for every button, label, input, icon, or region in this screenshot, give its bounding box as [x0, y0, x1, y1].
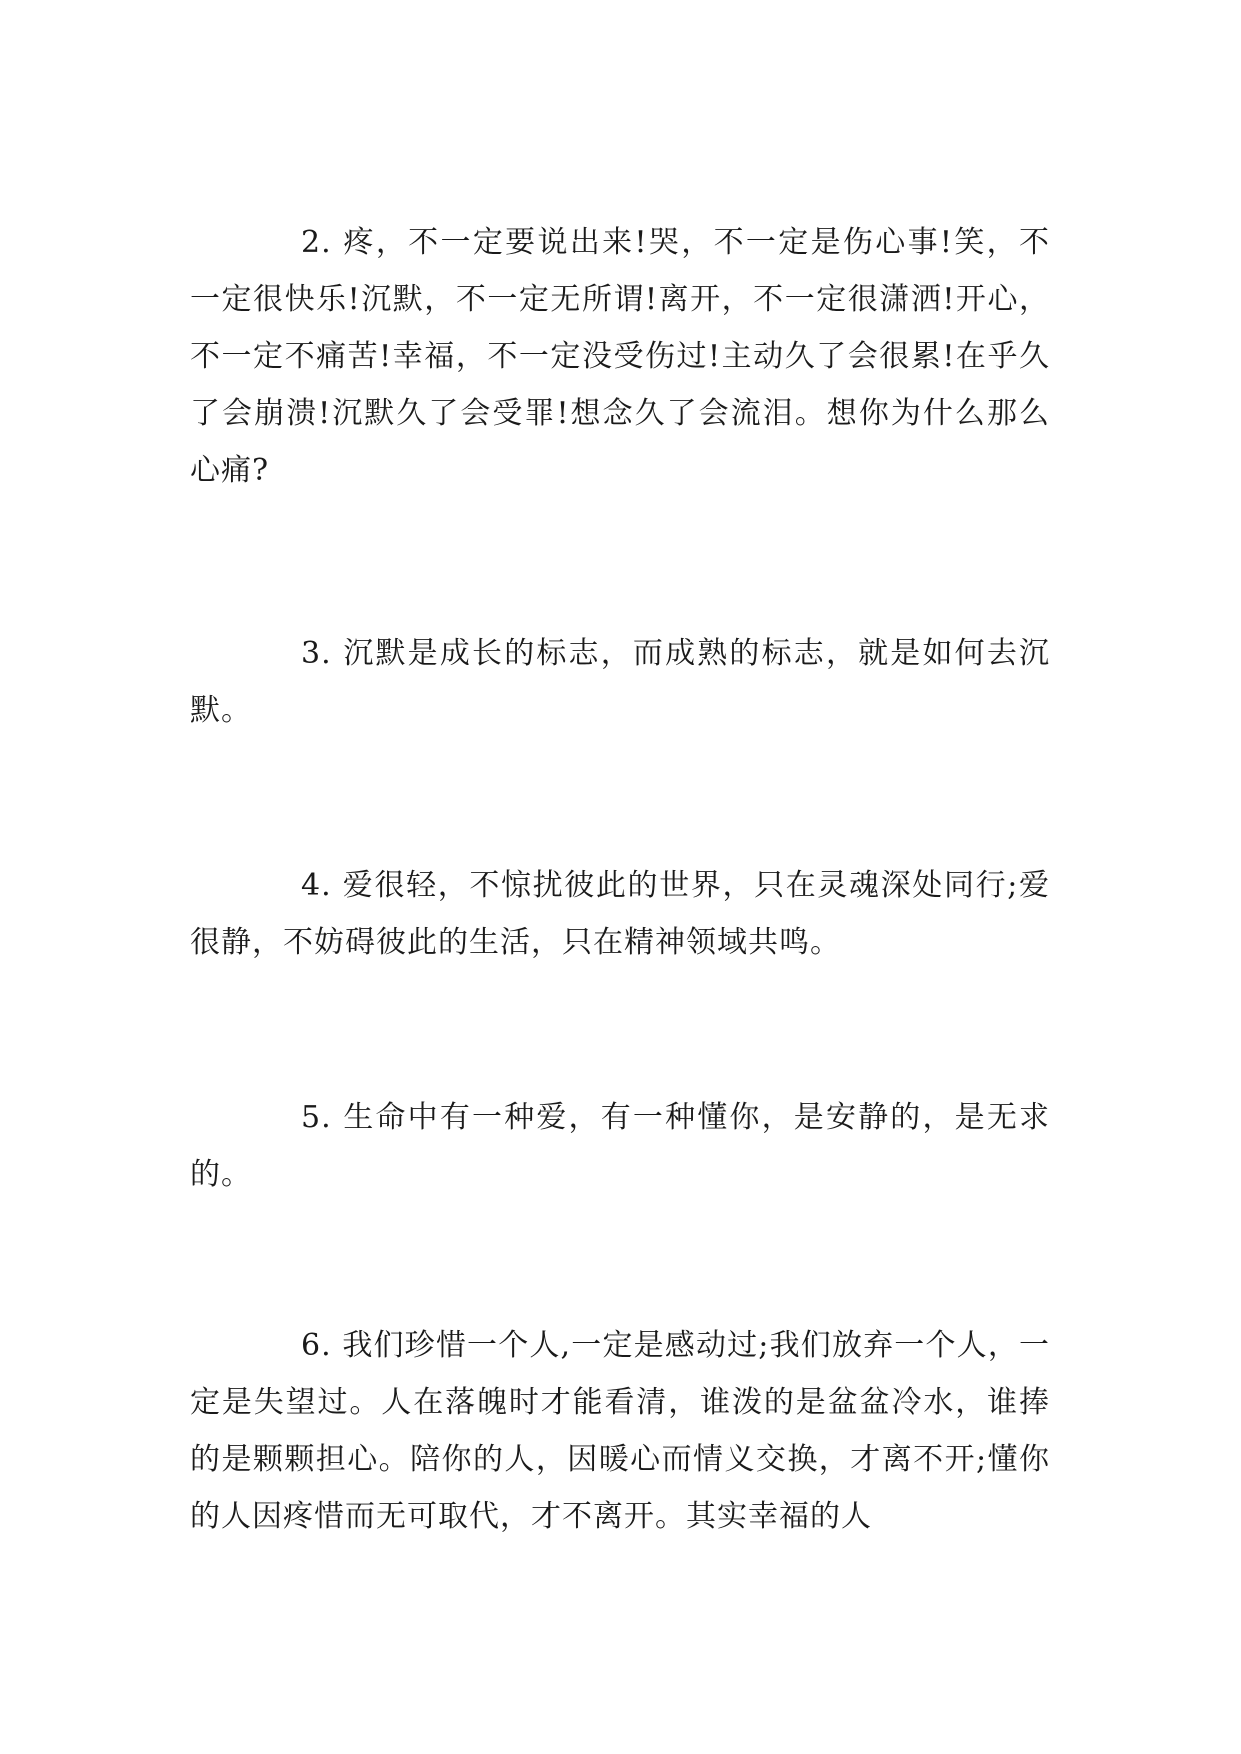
paragraph-4: 4. 爱很轻，不惊扰彼此的世界，只在灵魂深处同行;爱很静，不妨碍彼此的生活，只在精神领域共鸣。 [190, 868, 1050, 960]
paragraph-5: 5. 生命中有一种爱，有一种懂你，是安静的，是无求的。 [190, 1100, 1050, 1192]
paragraph-2: 2. 疼，不一定要说出来!哭，不一定是伤心事!笑，不一定很快乐!沉默，不一定无所谓!离开，不一定很潇洒!开心，不一定不痛苦!幸福，不一定没受伤过!主动久了会很累!在乎久了会崩溃!沉默久了会受罪!想念久了会流泪。想你为什么那么心痛? [190, 225, 1050, 488]
paragraph-6: 6. 我们珍惜一个人,一定是感动过;我们放弃一个人，一定是失望过。人在落魄时才能看清，谁泼的是盆盆冷水，谁捧的是颗颗担心。陪你的人，因暖心而情义交换，才离不开;懂你的人因疼惜而无可取代，才不离开。其实幸福的人 [190, 1328, 1050, 1534]
paragraph-3: 3. 沉默是成长的标志，而成熟的标志，就是如何去沉默。 [190, 636, 1050, 728]
